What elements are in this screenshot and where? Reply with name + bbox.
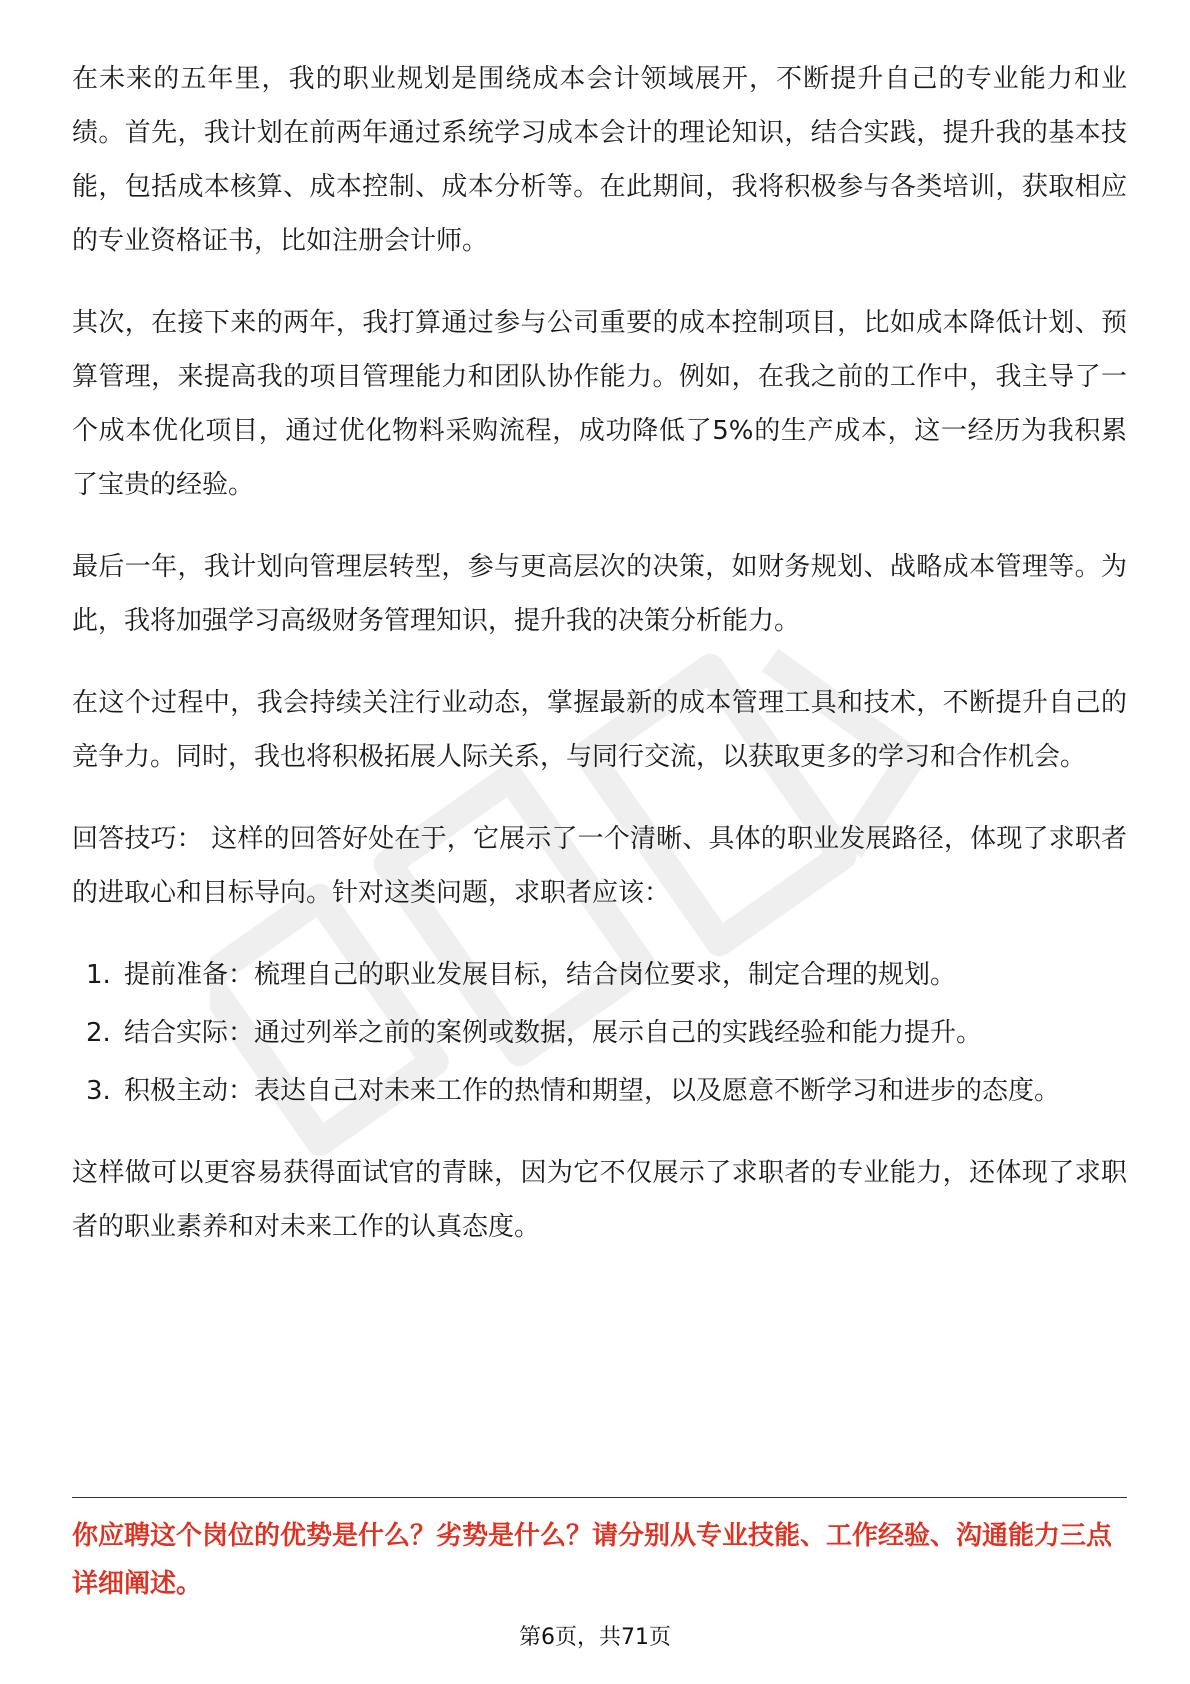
paragraph-2: 其次，在接下来的两年，我打算通过参与公司重要的成本控制项目，比如成本降低计划、预算管理，来提高我的项目管理能力和团队协作能力。例如，在我之前的工作中，我主导了一个成本优化项目，通过优化物料采购流程，成功降低了5%的生产成本，这一经历为我积累了宝贵的经验。 [72, 308, 1127, 500]
paragraph-4: 在这个过程中，我会持续关注行业动态，掌握最新的成本管理工具和技术，不断提升自己的竞争力。同时，我也将积极拓展人际关系，与同行交流，以获取更多的学习和合作机会。 [72, 688, 1127, 772]
list-item [72, 1006, 1127, 1060]
section-divider [72, 1497, 1127, 1498]
paragraph-3: 最后一年，我计划向管理层转型，参与更高层次的决策，如财务规划、战略成本管理等。为此，我将加强学习高级财务管理知识，提升我的决策分析能力。 [72, 552, 1127, 636]
list-item [72, 948, 1127, 1002]
paragraph-1: 在未来的五年里，我的职业规划是围绕成本会计领域展开，不断提升自己的专业能力和业绩。首先，我计划在前两年通过系统学习成本会计的理论知识，结合实践，提升我的基本技能，包括成本核算、成本控制、成本分析等。在此期间，我将积极参与各类培训，获取相应的专业资格证书，比如注册会计师。 [72, 64, 1127, 256]
document-body [72, 52, 1127, 1282]
list-text: 积极主动：表达自己对未来工作的热情和期望，以及愿意不断学习和进步的态度。 [124, 1076, 1061, 1106]
tips-list [72, 948, 1127, 1118]
list-item [72, 1064, 1127, 1118]
list-number: 1. [86, 960, 111, 990]
list-number: 2. [86, 1018, 111, 1048]
list-text: 结合实际：通过列举之前的案例或数据，展示自己的实践经验和能力提升。 [124, 1018, 983, 1048]
answer-tips-intro: 回答技巧： 这样的回答好处在于，它展示了一个清晰、具体的职业发展路径，体现了求职者的进取心和目标导向。针对这类问题，求职者应该： [72, 824, 1127, 908]
list-number: 3. [86, 1076, 111, 1106]
next-question-heading: 你应聘这个岗位的优势是什么？劣势是什么？请分别从专业技能、工作经验、沟通能力三点详细阐述。 [72, 1521, 1113, 1599]
list-text: 提前准备：梳理自己的职业发展目标，结合岗位要求，制定合理的规划。 [124, 960, 957, 990]
closing-paragraph: 这样做可以更容易获得面试官的青睐，因为它不仅展示了求职者的专业能力，还体现了求职者的职业素养和对未来工作的认真态度。 [72, 1158, 1127, 1242]
page-footer: 第6页，共71页 [519, 1625, 671, 1650]
